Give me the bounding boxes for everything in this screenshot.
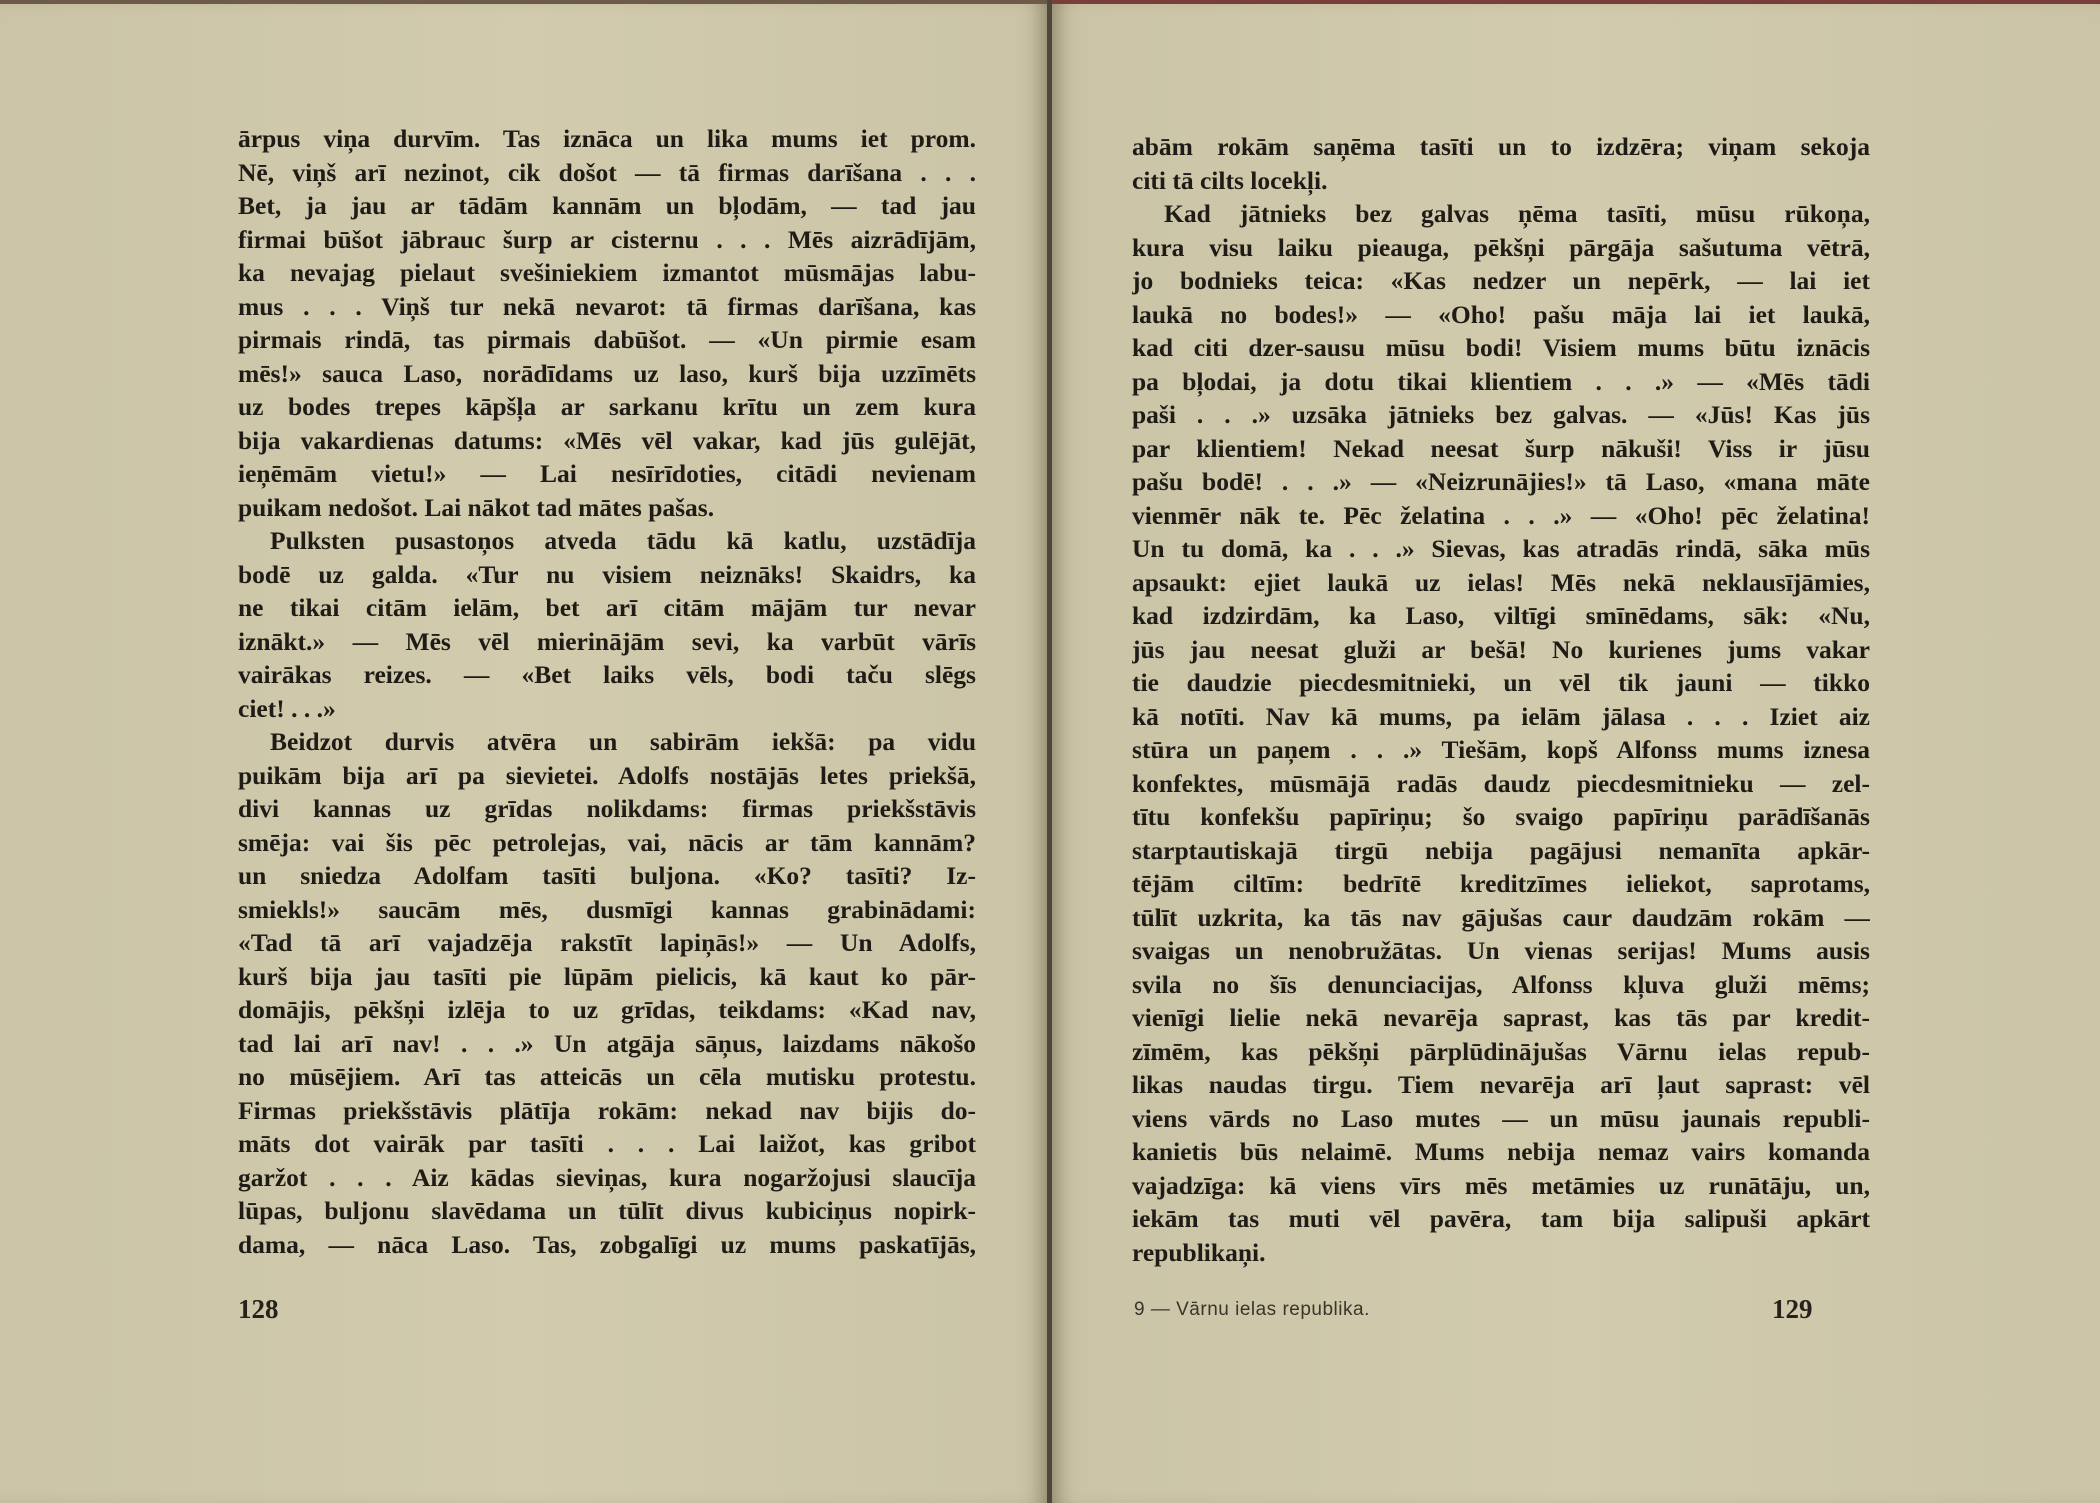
text-line: garžot . . . Aiz kādas sieviņas, kura nogaržojusi slaucīja bbox=[238, 1162, 976, 1192]
text-line: Un tu domā, ka . . .» Sievas, kas atradās rindā, sāka mūs bbox=[1132, 534, 1870, 563]
text-line: kura visu laiku pieauga, pēkšņi pārgāja sašutuma vētrā, bbox=[1132, 232, 1870, 262]
text-line: kad citi dzer-sausu mūsu bodi! Visiem mums būtu iznācis bbox=[1132, 333, 1870, 362]
text-line: kā notīti. Nav kā mums, pa ielām jālasa . . . Iziet aiz bbox=[1132, 701, 1870, 731]
text-line: pirmais rindā, tas pirmais dabūšot. — «Un pirmie esam bbox=[238, 325, 976, 354]
right-page bbox=[1052, 0, 2100, 1503]
text-line: paši . . .» uzsāka jātnieks bez galvas. — «Jūs! Kas jūs bbox=[1132, 400, 1870, 429]
text-line: smēja: vai šis pēc petrolejas, vai, nācis ar tām kannām? bbox=[238, 827, 976, 857]
text-line: Firmas priekšstāvis plātīja rokām: nekad nav bijis do- bbox=[238, 1095, 976, 1125]
text-line: iekām tas muti vēl pavēra, tam bija salipuši apkārt bbox=[1132, 1204, 1870, 1233]
text-line: konfektes, mūsmājā radās daudz piecdesmitnieku — zel- bbox=[1132, 768, 1870, 798]
right-page-text bbox=[1132, 130, 1870, 1269]
text-line: vajadzīga: kā viens vīrs mēs metāmies uz runātāju, un, bbox=[1132, 1170, 1870, 1200]
text-line: kad izdzirdām, ka Laso, viltīgi smīnēdams, sāk: «Nu, bbox=[1132, 601, 1870, 630]
text-line: par klientiem! Nekad neesat šurp nākuši! Viss ir jūsu bbox=[1132, 433, 1870, 463]
text-line: smiekls!» saucām mēs, dusmīgi kannas grabinādami: bbox=[238, 894, 976, 924]
text-line: Pulksten pusastoņos atveda tādu kā katlu, uzstādīja bbox=[270, 526, 976, 555]
text-line: jūs jau neesat gluži ar bešā! No kurienes jums vakar bbox=[1132, 634, 1870, 664]
running-foot: 9 — Vārnu ielas republika. bbox=[1134, 1299, 1370, 1320]
text-line: puikam nedošot. Lai nākot tad mātes pašas. bbox=[238, 492, 715, 522]
text-line: ka nevajag pielaut svešiniekiem izmantot mūsmājas labu- bbox=[238, 258, 976, 287]
text-line: Beidzot durvis atvēra un sabirām iekšā: pa vidu bbox=[270, 727, 976, 756]
text-line: viens vārds no Laso mutes — un mūsu jaunais republi- bbox=[1132, 1103, 1870, 1133]
text-line: un sniedza Adolfam tasīti buljona. «Ko? tasīti? Iz- bbox=[238, 861, 976, 890]
text-line: stūra un paņem . . .» Tiešām, kopš Alfonss mums iznesa bbox=[1132, 735, 1870, 764]
text-line: māts dot vairāk par tasīti . . . Lai laižot, kas gribot bbox=[238, 1129, 976, 1158]
text-line: mus . . . Viņš tur nekā nevarot: tā firmas darīšana, kas bbox=[238, 291, 976, 321]
text-line: ciet! . . .» bbox=[238, 693, 336, 723]
text-line: iznākt.» — Mēs vēl mierinājām sevi, ka varbūt vārīs bbox=[238, 626, 976, 656]
left-page bbox=[0, 0, 1047, 1503]
text-line: dama, — nāca Laso. Tas, zobgalīgi uz mums paskatījās, bbox=[238, 1229, 976, 1259]
text-line: domājis, pēkšņi izlēja to uz grīdas, teikdams: «Kad nav, bbox=[238, 995, 976, 1024]
page-number-left: 128 bbox=[238, 1294, 279, 1324]
text-line: ieņēmām vietu!» — Lai nesīrīdoties, citādi nevienam bbox=[238, 459, 976, 488]
text-line: abām rokām saņēma tasīti un to izdzēra; viņam sekoja bbox=[1132, 132, 1870, 161]
text-line: laukā no bodes!» — «Oho! pašu māja lai iet laukā, bbox=[1132, 299, 1870, 329]
text-line: no mūsējiem. Arī tas atteicās un cēla mutisku protestu. bbox=[238, 1062, 976, 1091]
text-line: tūlīt uzkrita, ka tās nav gājušas caur daudzām rokām — bbox=[1132, 902, 1870, 932]
text-line: vienīgi lielie nekā nevarēja saprast, kas tās par kredit- bbox=[1132, 1003, 1870, 1032]
text-line: «Tad tā arī vajadzēja rakstīt lapiņās!» — Un Adolfs, bbox=[238, 928, 976, 957]
text-line: vienmēr nāk te. Pēc želatina . . .» — «Oho! pēc želatina! bbox=[1132, 500, 1870, 530]
text-line: kanietis būs nelaimē. Mums nebija nemaz vairs komanda bbox=[1132, 1137, 1870, 1166]
text-line: kurš bija jau tasīti pie lūpām pielicis, kā kaut ko pār- bbox=[238, 961, 976, 991]
text-line: mēs!» sauca Laso, norādīdams uz laso, kurš bija uzzīmēts bbox=[238, 358, 976, 388]
text-line: bodē uz galda. «Tur nu visiem neiznāks! Skaidrs, ka bbox=[238, 559, 976, 589]
text-line: uz bodes trepes kāpšļa ar sarkanu krītu un zem kura bbox=[238, 392, 976, 421]
text-line: vairākas reizes. — «Bet laiks vēls, bodi taču slēgs bbox=[238, 660, 976, 689]
text-line: tējām ciltīm: bedrītē kreditzīmes ieliekot, saprotams, bbox=[1132, 869, 1870, 898]
text-line: svila no šīs denunciacijas, Alfonss kļuva gluži mēms; bbox=[1132, 969, 1870, 999]
text-line: pa bļodai, ja dotu tikai klientiem . . .» — «Mēs tādi bbox=[1132, 366, 1870, 396]
text-line: tītu konfekšu papīriņu; šo svaigo papīriņu parādīšanās bbox=[1132, 802, 1870, 831]
text-line: zīmēm, kas pēkšņi pārplūdinājušas Vārnu ielas repub- bbox=[1132, 1036, 1870, 1066]
text-line: tad lai arī nav! . . .» Un atgāja sāņus, laizdams nākošo bbox=[238, 1028, 976, 1058]
text-line: tie daudzie piecdesmitnieki, un vēl tik jauni — tikko bbox=[1132, 668, 1870, 697]
text-line: likas naudas tirgu. Tiem nevarēja arī ļaut saprast: vēl bbox=[1132, 1070, 1870, 1099]
text-line: ne tikai citām ielām, bet arī citām mājām tur nevar bbox=[238, 593, 976, 622]
text-line: Nē, viņš arī nezinot, cik došot — tā firmas darīšana . . . bbox=[238, 157, 976, 187]
text-line: pašu bodē! . . .» — «Neizrunājies!» tā Laso, «mana māte bbox=[1132, 467, 1870, 496]
text-line: lūpas, buljonu slavēdama un tūlīt divus kubiciņus nopirk- bbox=[238, 1196, 976, 1225]
text-line: divi kannas uz grīdas nolikdams: firmas priekšstāvis bbox=[238, 794, 976, 823]
text-line: citi tā cilts locekļi. bbox=[1132, 165, 1328, 195]
text-line: apsaukt: ejiet laukā uz ielas! Mēs nekā neklausījāmies, bbox=[1132, 567, 1870, 597]
text-line: bija vakardienas datums: «Mēs vēl vakar, kad jūs gulējāt, bbox=[238, 425, 976, 455]
text-line: republikaņi. bbox=[1132, 1237, 1266, 1267]
left-page-text bbox=[238, 122, 976, 1261]
text-line: ārpus viņa durvīm. Tas iznāca un lika mums iet prom. bbox=[238, 124, 976, 153]
text-line: svaigas un nenobružātas. Un vienas serijas! Mums ausis bbox=[1132, 936, 1870, 965]
text-line: jo bodnieks teica: «Kas nedzer un nepērk, — lai iet bbox=[1132, 266, 1870, 295]
text-line: puikām bija arī pa sievietei. Adolfs nostājās letes priekšā, bbox=[238, 760, 976, 790]
text-line: firmai būšot jābrauc šurp ar cisternu . . . Mēs aizrādījām, bbox=[238, 224, 976, 254]
text-line: Kad jātnieks bez galvas ņēma tasīti, mūsu rūkoņa, bbox=[1164, 199, 1870, 228]
page-number-right: 129 bbox=[1772, 1294, 1813, 1324]
text-line: starptautiskajā tirgū nebija pagājusi nemanīta apkār- bbox=[1132, 835, 1870, 865]
text-line: Bet, ja jau ar tādām kannām un bļodām, — tad jau bbox=[238, 191, 976, 220]
